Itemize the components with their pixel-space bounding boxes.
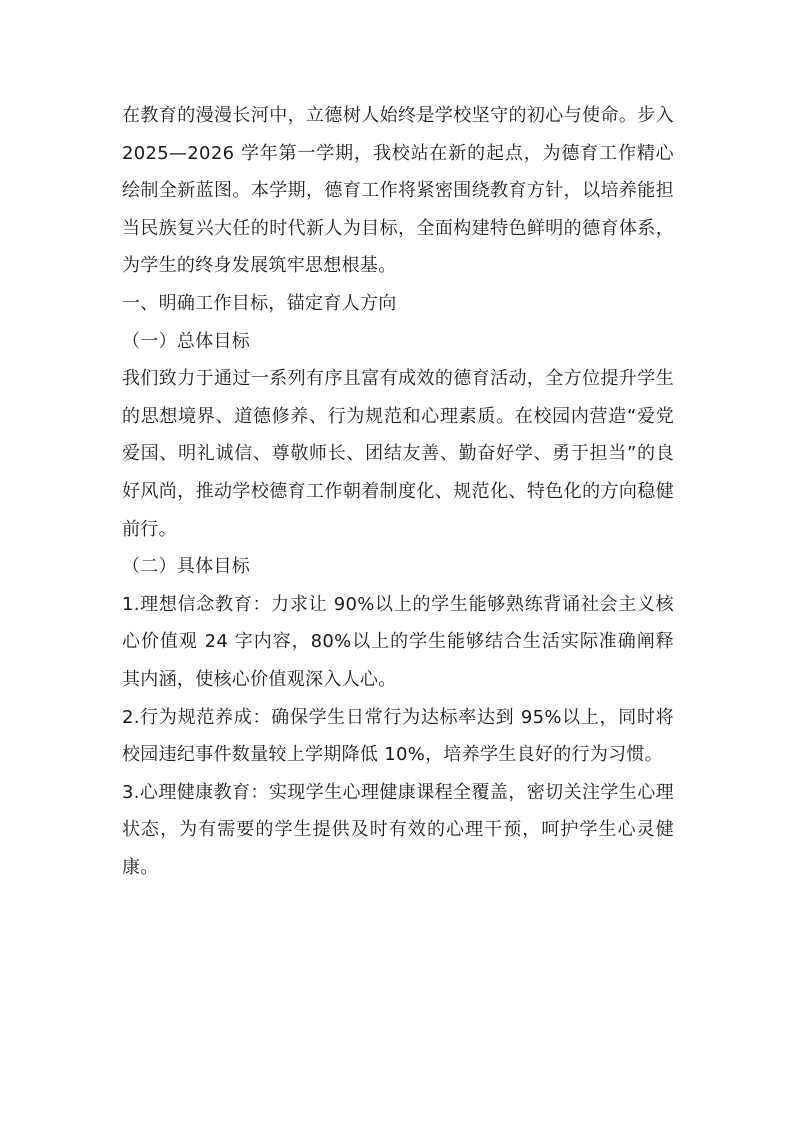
goal-item-behavior: 2.行为规范养成：确保学生日常行为达标率达到 95%以上，同时将校园违纪事件数量较上学期降低 10%，培养学生良好的行为习惯。 xyxy=(122,706,674,766)
intro-paragraph: 在教育的漫漫长河中，立德树人始终是学校坚守的初心与使命。步入 2025—2026 学年第一学期，我校站在新的起点，为德育工作精心绘制全新蓝图。本学期，德育工作将紧密围绕教育方针，以培养能担当民族复兴大任的时代新人为目标，全面构建特色鲜明的德育体系，为学生的终身发展筑牢思想根基。 xyxy=(122,105,674,277)
subsection-heading-overall-goal: （一）总体目标 xyxy=(122,330,251,352)
overall-goal-paragraph: 我们致力于通过一系列有序且富有成效的德育活动，全方位提升学生的思想境界、道德修养、行为规范和心理素质。在校园内营造“爱党爱国、明礼诚信、尊敬师长、团结友善、勤奋好学、勇于担当”的良好风尚，推动学校德育工作朝着制度化、规范化、特色化的方向稳健前行。 xyxy=(122,368,674,540)
document-page xyxy=(122,97,674,886)
goal-item-mental-health: 3.心理健康教育：实现学生心理健康课程全覆盖，密切关注学生心理状态，为有需要的学生提供及时有效的心理干预，呵护学生心灵健康。 xyxy=(122,781,674,878)
goal-item-ideals: 1.理想信念教育：力求让 90%以上的学生能够熟练背诵社会主义核心价值观 24 字内容，80%以上的学生能够结合生活实际准确阐释其内涵，使核心价值观深入人心。 xyxy=(122,593,674,690)
section-heading: 一、明确工作目标，锚定育人方向 xyxy=(122,292,397,314)
subsection-heading-specific-goals: （二）具体目标 xyxy=(122,556,251,578)
